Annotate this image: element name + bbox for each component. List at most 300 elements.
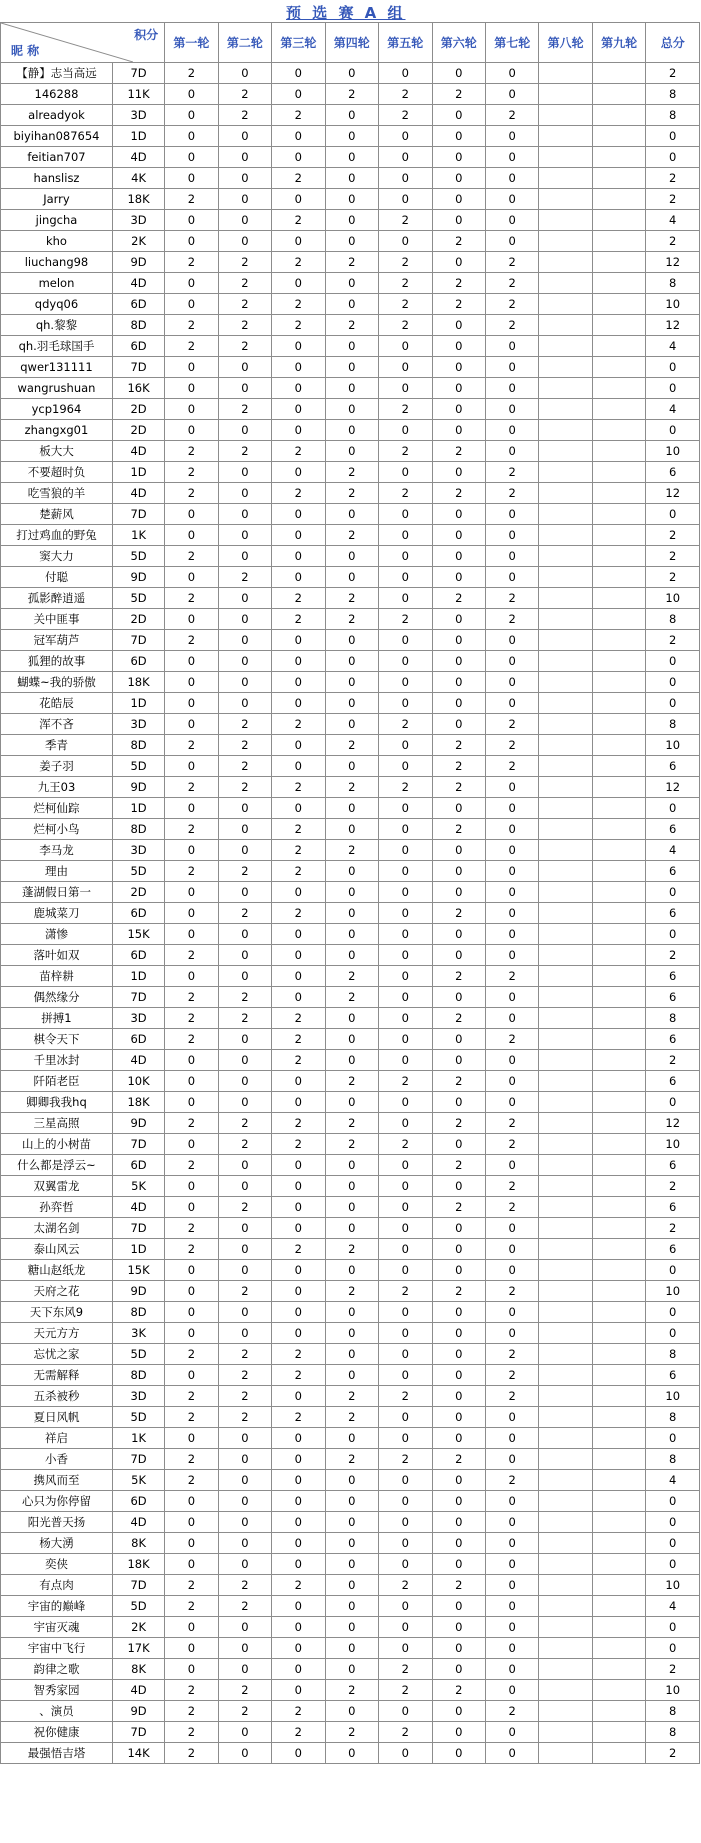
- round-score: 0: [485, 1050, 538, 1071]
- round-score: 0: [218, 231, 271, 252]
- player-rank: 2D: [112, 399, 164, 420]
- round-score: 0: [485, 1659, 538, 1680]
- player-name: 双翼雷龙: [1, 1176, 113, 1197]
- player-name: 窦大力: [1, 546, 113, 567]
- table-row: [1, 1239, 700, 1260]
- round-score: 0: [272, 987, 325, 1008]
- total-score: 0: [646, 798, 700, 819]
- table-row: [1, 1617, 700, 1638]
- round-score: 0: [218, 1302, 271, 1323]
- round-score: 2: [432, 1113, 485, 1134]
- round-score: 0: [432, 693, 485, 714]
- round-score: [539, 1533, 592, 1554]
- round-score: 0: [218, 357, 271, 378]
- round-score: 0: [272, 1533, 325, 1554]
- player-rank: 15K: [112, 1260, 164, 1281]
- round-score: 0: [218, 1050, 271, 1071]
- round-score: 0: [165, 882, 218, 903]
- table-row: [1, 336, 700, 357]
- player-name: 泰山风云: [1, 1239, 113, 1260]
- round-score: 2: [272, 1701, 325, 1722]
- table-row: [1, 1260, 700, 1281]
- round-score: 0: [218, 1743, 271, 1764]
- round-score: 2: [218, 777, 271, 798]
- table-row: [1, 525, 700, 546]
- total-score: 2: [646, 567, 700, 588]
- total-score: 8: [646, 1722, 700, 1743]
- round-score: [592, 735, 645, 756]
- round-score: 2: [485, 1470, 538, 1491]
- round-score: [539, 273, 592, 294]
- round-score: 0: [165, 651, 218, 672]
- table-row: [1, 1428, 700, 1449]
- round-score: 0: [165, 84, 218, 105]
- table-row: [1, 1701, 700, 1722]
- player-rank: 2K: [112, 1617, 164, 1638]
- player-name: 智秀家园: [1, 1680, 113, 1701]
- round-score: 0: [165, 924, 218, 945]
- round-score: 0: [165, 1365, 218, 1386]
- player-name: 祝你健康: [1, 1722, 113, 1743]
- round-score: 0: [379, 1470, 432, 1491]
- total-score: 4: [646, 399, 700, 420]
- round-score: [539, 84, 592, 105]
- round-score: [592, 1302, 645, 1323]
- table-row: [1, 1596, 700, 1617]
- round-score: [592, 693, 645, 714]
- round-score: 2: [218, 1113, 271, 1134]
- round-score: 0: [485, 63, 538, 84]
- player-name: 狐狸的故事: [1, 651, 113, 672]
- table-row: [1, 189, 700, 210]
- player-rank: 7D: [112, 1575, 164, 1596]
- table-row: [1, 1008, 700, 1029]
- player-rank: 7D: [112, 357, 164, 378]
- round-score: [539, 546, 592, 567]
- round-score: [539, 1407, 592, 1428]
- round-score: 0: [432, 168, 485, 189]
- round-score: 2: [165, 1113, 218, 1134]
- round-score: [592, 273, 645, 294]
- table-row: [1, 1743, 700, 1764]
- round-score: 2: [379, 315, 432, 336]
- round-score: [592, 966, 645, 987]
- player-name: 糖山赵纸龙: [1, 1260, 113, 1281]
- round-header: 第五轮: [379, 23, 432, 63]
- round-score: 2: [272, 861, 325, 882]
- table-row: [1, 105, 700, 126]
- round-score: 0: [379, 1365, 432, 1386]
- round-score: 2: [165, 483, 218, 504]
- total-score: 4: [646, 840, 700, 861]
- round-score: 2: [165, 861, 218, 882]
- player-name: alreadyok: [1, 105, 113, 126]
- round-score: 0: [379, 882, 432, 903]
- round-score: 0: [432, 315, 485, 336]
- round-score: 0: [165, 1491, 218, 1512]
- round-score: 0: [325, 1008, 378, 1029]
- round-score: 2: [218, 1344, 271, 1365]
- round-score: [539, 252, 592, 273]
- round-score: 0: [379, 1344, 432, 1365]
- round-score: 0: [485, 1092, 538, 1113]
- total-score: 0: [646, 1302, 700, 1323]
- round-score: 2: [165, 1218, 218, 1239]
- player-rank: 5D: [112, 1596, 164, 1617]
- round-score: 2: [379, 1134, 432, 1155]
- round-score: 0: [218, 840, 271, 861]
- round-score: 2: [218, 567, 271, 588]
- total-score: 4: [646, 1470, 700, 1491]
- round-score: 0: [432, 189, 485, 210]
- round-score: 2: [432, 588, 485, 609]
- round-score: 2: [272, 105, 325, 126]
- round-score: 0: [485, 630, 538, 651]
- player-rank: 9D: [112, 1281, 164, 1302]
- round-score: 0: [432, 105, 485, 126]
- round-score: [592, 1722, 645, 1743]
- table-row: [1, 1407, 700, 1428]
- round-score: 0: [165, 1050, 218, 1071]
- round-score: 0: [325, 168, 378, 189]
- round-score: 0: [325, 147, 378, 168]
- player-name: 天下东风9: [1, 1302, 113, 1323]
- round-score: 0: [272, 399, 325, 420]
- round-header: 第七轮: [485, 23, 538, 63]
- round-score: 0: [379, 1533, 432, 1554]
- round-score: 2: [432, 1008, 485, 1029]
- round-header: 第三轮: [272, 23, 325, 63]
- round-score: 0: [432, 1722, 485, 1743]
- round-score: [592, 1071, 645, 1092]
- round-score: [539, 1470, 592, 1491]
- total-score: 4: [646, 336, 700, 357]
- round-score: [592, 126, 645, 147]
- round-score: [539, 1239, 592, 1260]
- table-row: [1, 147, 700, 168]
- round-score: [539, 672, 592, 693]
- table-row: [1, 987, 700, 1008]
- round-score: 0: [485, 882, 538, 903]
- player-rank: 8D: [112, 1365, 164, 1386]
- round-score: 0: [325, 399, 378, 420]
- round-score: [539, 294, 592, 315]
- round-score: [539, 1113, 592, 1134]
- round-score: [539, 1155, 592, 1176]
- round-score: [539, 1491, 592, 1512]
- round-score: 2: [379, 1281, 432, 1302]
- round-score: [539, 168, 592, 189]
- total-score: 8: [646, 1344, 700, 1365]
- round-score: 2: [485, 294, 538, 315]
- total-score: 12: [646, 1113, 700, 1134]
- round-score: 0: [272, 231, 325, 252]
- round-score: 2: [218, 252, 271, 273]
- round-score: [539, 483, 592, 504]
- round-score: 2: [485, 1701, 538, 1722]
- round-score: [539, 1701, 592, 1722]
- total-score: 6: [646, 861, 700, 882]
- round-score: 0: [272, 1659, 325, 1680]
- round-score: [592, 105, 645, 126]
- total-score: 2: [646, 525, 700, 546]
- round-score: [539, 378, 592, 399]
- player-name: 忘忧之家: [1, 1344, 113, 1365]
- round-score: 0: [218, 672, 271, 693]
- round-score: 2: [165, 546, 218, 567]
- round-score: [592, 1344, 645, 1365]
- player-rank: 7D: [112, 1134, 164, 1155]
- round-score: 0: [432, 420, 485, 441]
- round-score: 0: [432, 1428, 485, 1449]
- round-score: 0: [379, 126, 432, 147]
- name-column-header: 昵 称: [11, 44, 40, 58]
- round-score: [592, 1680, 645, 1701]
- round-score: 2: [379, 399, 432, 420]
- round-score: 0: [272, 1554, 325, 1575]
- player-rank: 6D: [112, 1155, 164, 1176]
- round-score: 0: [432, 714, 485, 735]
- total-score: 0: [646, 1617, 700, 1638]
- round-score: 0: [325, 714, 378, 735]
- round-score: 0: [485, 168, 538, 189]
- round-score: [539, 315, 592, 336]
- round-score: 2: [379, 294, 432, 315]
- round-score: 0: [272, 1197, 325, 1218]
- round-score: 2: [379, 1575, 432, 1596]
- round-score: 2: [218, 903, 271, 924]
- round-score: 0: [379, 336, 432, 357]
- player-rank: 4D: [112, 273, 164, 294]
- round-score: [592, 1050, 645, 1071]
- round-score: 2: [218, 1134, 271, 1155]
- table-row: [1, 819, 700, 840]
- round-score: 0: [432, 1659, 485, 1680]
- round-score: 2: [432, 441, 485, 462]
- round-score: 2: [432, 1449, 485, 1470]
- round-score: 0: [272, 1071, 325, 1092]
- round-score: 0: [485, 1638, 538, 1659]
- total-score: 4: [646, 210, 700, 231]
- round-score: 2: [485, 588, 538, 609]
- table-row: [1, 1218, 700, 1239]
- round-score: 0: [272, 1428, 325, 1449]
- round-score: 0: [379, 1113, 432, 1134]
- total-score: 12: [646, 777, 700, 798]
- player-name: 孤影醉逍遥: [1, 588, 113, 609]
- round-score: [539, 1449, 592, 1470]
- player-rank: 9D: [112, 777, 164, 798]
- round-score: 0: [432, 798, 485, 819]
- round-score: 0: [379, 420, 432, 441]
- player-name: 烂柯小鸟: [1, 819, 113, 840]
- table-row: [1, 798, 700, 819]
- round-score: 0: [432, 1386, 485, 1407]
- round-score: 0: [379, 378, 432, 399]
- round-score: 2: [325, 735, 378, 756]
- round-score: 0: [485, 336, 538, 357]
- table-row: [1, 1302, 700, 1323]
- player-name: 楚薪风: [1, 504, 113, 525]
- round-score: 0: [272, 357, 325, 378]
- round-score: 2: [432, 294, 485, 315]
- round-score: 0: [485, 987, 538, 1008]
- round-score: [539, 1554, 592, 1575]
- round-score: [539, 1617, 592, 1638]
- title-bar: [0, 0, 701, 22]
- total-score: 6: [646, 903, 700, 924]
- round-score: 0: [165, 1554, 218, 1575]
- total-score: 0: [646, 1512, 700, 1533]
- round-score: [592, 819, 645, 840]
- round-score: 2: [272, 1113, 325, 1134]
- round-score: 2: [485, 1386, 538, 1407]
- total-score: 6: [646, 462, 700, 483]
- round-score: 2: [485, 1281, 538, 1302]
- round-score: 0: [379, 1029, 432, 1050]
- round-score: 2: [379, 609, 432, 630]
- round-score: 0: [165, 504, 218, 525]
- total-score: 2: [646, 1176, 700, 1197]
- round-score: 0: [485, 819, 538, 840]
- total-score: 10: [646, 1134, 700, 1155]
- player-name: 浑不吝: [1, 714, 113, 735]
- player-rank: 3D: [112, 1008, 164, 1029]
- table-row: [1, 378, 700, 399]
- round-score: [539, 1386, 592, 1407]
- round-score: 0: [272, 1470, 325, 1491]
- round-score: 0: [325, 294, 378, 315]
- round-score: 0: [218, 546, 271, 567]
- player-name: 山上的小树苗: [1, 1134, 113, 1155]
- round-score: 2: [325, 1239, 378, 1260]
- round-score: 0: [379, 630, 432, 651]
- round-score: [592, 441, 645, 462]
- round-score: 0: [485, 567, 538, 588]
- total-score: 2: [646, 168, 700, 189]
- player-name: 奕侠: [1, 1554, 113, 1575]
- round-score: 0: [485, 1596, 538, 1617]
- round-score: 2: [165, 1029, 218, 1050]
- round-score: [539, 1365, 592, 1386]
- round-score: 0: [165, 147, 218, 168]
- player-name: 拼搏1: [1, 1008, 113, 1029]
- round-score: 0: [485, 840, 538, 861]
- round-score: [539, 903, 592, 924]
- player-rank: 4D: [112, 1197, 164, 1218]
- round-score: [539, 1176, 592, 1197]
- player-name: 打过鸡血的野兔: [1, 525, 113, 546]
- player-rank: 7D: [112, 63, 164, 84]
- round-score: 0: [379, 525, 432, 546]
- round-score: 2: [325, 1281, 378, 1302]
- round-score: 2: [485, 609, 538, 630]
- round-score: 0: [485, 147, 538, 168]
- player-name: 【静】志当高远: [1, 63, 113, 84]
- round-score: 2: [379, 777, 432, 798]
- round-score: 0: [485, 126, 538, 147]
- round-score: 2: [325, 1386, 378, 1407]
- round-score: 0: [485, 1554, 538, 1575]
- round-score: 2: [165, 945, 218, 966]
- round-score: 0: [325, 1155, 378, 1176]
- round-score: [592, 672, 645, 693]
- player-rank: 6D: [112, 651, 164, 672]
- table-row: [1, 651, 700, 672]
- table-row: [1, 735, 700, 756]
- round-score: [539, 231, 592, 252]
- table-row: [1, 609, 700, 630]
- table-row: [1, 1365, 700, 1386]
- player-rank: 8D: [112, 735, 164, 756]
- player-name: 偶然缘分: [1, 987, 113, 1008]
- round-score: 2: [485, 462, 538, 483]
- round-score: 0: [165, 525, 218, 546]
- round-score: [592, 525, 645, 546]
- round-score: 0: [218, 63, 271, 84]
- round-score: 0: [485, 1218, 538, 1239]
- player-name: 祥启: [1, 1428, 113, 1449]
- player-name: qwer131111: [1, 357, 113, 378]
- round-score: 2: [218, 294, 271, 315]
- player-name: 理由: [1, 861, 113, 882]
- round-score: 2: [485, 756, 538, 777]
- player-name: 千里冰封: [1, 1050, 113, 1071]
- round-score: 2: [485, 105, 538, 126]
- round-score: [539, 399, 592, 420]
- round-score: 0: [325, 1344, 378, 1365]
- round-score: 2: [272, 441, 325, 462]
- player-name: 有点肉: [1, 1575, 113, 1596]
- player-rank: 4K: [112, 168, 164, 189]
- round-score: [592, 399, 645, 420]
- round-score: 2: [379, 252, 432, 273]
- player-rank: 1D: [112, 126, 164, 147]
- round-score: 0: [485, 861, 538, 882]
- round-score: 0: [325, 546, 378, 567]
- round-score: 0: [432, 147, 485, 168]
- round-score: 0: [272, 1176, 325, 1197]
- round-score: 0: [325, 1218, 378, 1239]
- round-score: 2: [485, 1134, 538, 1155]
- round-score: 2: [432, 1071, 485, 1092]
- table-row: [1, 441, 700, 462]
- round-score: 2: [165, 1680, 218, 1701]
- table-row: [1, 420, 700, 441]
- round-score: 2: [218, 315, 271, 336]
- round-score: [592, 1617, 645, 1638]
- round-score: 0: [218, 378, 271, 399]
- player-name: 姜子羽: [1, 756, 113, 777]
- player-rank: 7D: [112, 630, 164, 651]
- player-rank: 1K: [112, 525, 164, 546]
- player-name: 花皓辰: [1, 693, 113, 714]
- round-score: 2: [165, 252, 218, 273]
- round-score: 2: [325, 525, 378, 546]
- round-score: [539, 882, 592, 903]
- round-score: 0: [485, 525, 538, 546]
- round-score: 0: [272, 1449, 325, 1470]
- round-score: 2: [272, 252, 325, 273]
- table-row: [1, 1176, 700, 1197]
- round-score: 2: [325, 1071, 378, 1092]
- round-score: 0: [432, 1239, 485, 1260]
- round-score: [592, 1449, 645, 1470]
- total-score: 6: [646, 1155, 700, 1176]
- round-score: 0: [165, 1197, 218, 1218]
- round-score: 0: [432, 1470, 485, 1491]
- table-row: [1, 882, 700, 903]
